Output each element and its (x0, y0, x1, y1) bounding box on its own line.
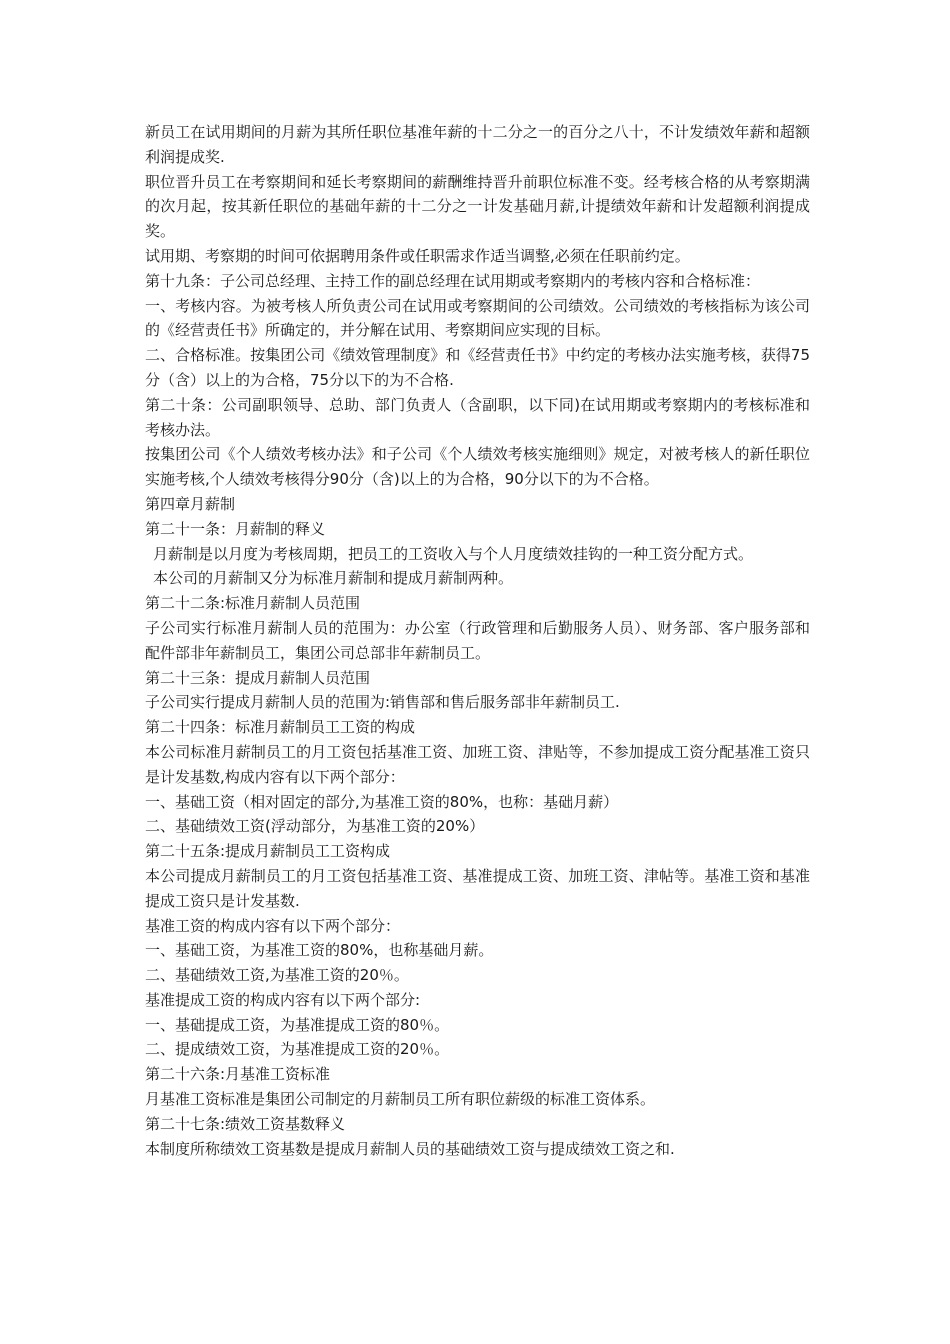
paragraph: 试用期、考察期的时间可依据聘用条件或任职需求作适当调整,必须在任职前约定。 (145, 246, 690, 265)
paragraph: 第二十一条：月薪制的释义 (145, 519, 326, 538)
paragraph: 本公司提成月薪制员工的月工资包括基准工资、基准提成工资、加班工资、津帖等。基准工资和基准提成工资只是计发基数. (145, 866, 810, 910)
paragraph: 第二十六条:月基准工资标准 (145, 1065, 331, 1084)
paragraph: 本公司的月薪制又分为标准月薪制和提成月薪制两种。 (153, 569, 514, 588)
paragraph: 第二十三条：提成月薪制人员范围 (145, 668, 371, 687)
paragraph: 二、基础绩效工资(浮动部分，为基准工资的20%） (145, 817, 485, 836)
paragraph: 第二十条：公司副职领导、总助、部门负责人（含副职，以下同)在试用期或考察期内的考核标准和考核办法。 (145, 395, 810, 439)
paragraph: 二、基础绩效工资,为基准工资的20％。 (145, 966, 409, 985)
paragraph: 一、基础提成工资，为基准提成工资的80％。 (145, 1015, 450, 1034)
paragraph: 一、基础工资，为基准工资的80%，也称基础月薪。 (145, 941, 494, 960)
paragraph: 子公司实行标准月薪制人员的范围为：办公室（行政管理和后勤服务人员）、财务部、客户服务部和配件部非年薪制员工，集团公司总部非年薪制员工。 (145, 618, 810, 662)
paragraph: 第十九条：子公司总经理、主持工作的副总经理在试用期或考察期内的考核内容和合格标准： (145, 271, 761, 290)
paragraph: 基准工资的构成内容有以下两个部分： (145, 916, 401, 935)
paragraph: 新员工在试用期间的月薪为其所任职位基准年薪的十二分之一的百分之八十，不计发绩效年薪和超额利润提成奖. (145, 123, 810, 166)
paragraph: 基准提成工资的构成内容有以下两个部分: (145, 990, 421, 1009)
paragraph: 月薪制是以月度为考核周期，把员工的工资收入与个人月度绩效挂钩的一种工资分配方式。 (153, 544, 754, 563)
paragraph: 本公司标准月薪制员工的月工资包括基准工资、加班工资、津贴等，不参加提成工资分配基准工资只是计发基数,构成内容有以下两个部分： (145, 742, 810, 786)
paragraph: 第二十四条：标准月薪制员工工资的构成 (145, 718, 416, 737)
paragraph: 第二十七条:绩效工资基数释义 (145, 1114, 346, 1133)
paragraph: 子公司实行提成月薪制人员的范围为:销售部和售后服务部非年薪制员工. (145, 693, 620, 712)
paragraph: 一、基础工资（相对固定的部分,为基准工资的80%，也称：基础月薪） (145, 792, 619, 811)
paragraph: 本制度所称绩效工资基数是提成月薪制人员的基础绩效工资与提成绩效工资之和. (145, 1139, 675, 1158)
paragraph: 第二十二条:标准月薪制人员范围 (145, 594, 361, 613)
document-body (145, 120, 810, 1161)
paragraph: 第四章月薪制 (145, 494, 236, 513)
paragraph: 二、合格标准。按集团公司《绩效管理制度》和《经营责任书》中约定的考核办法实施考核，获得75分（含）以上的为合格，75分以下的为不合格. (145, 346, 810, 389)
paragraph: 按集团公司《个人绩效考核办法》和子公司《个人绩效考核实施细则》规定，对被考核人的新任职位实施考核,个人绩效考核得分90分（含)以上的为合格，90分以下的为不合格。 (145, 445, 810, 489)
paragraph: 职位晋升员工在考察期间和延长考察期间的薪酬维持晋升前职位标准不变。经考核合格的从考察期满的次月起，按其新任职位的基础年薪的十二分之一计发基础月薪,计提绩效年薪和计发超额利润提成奖。 (145, 172, 810, 241)
paragraph: 第二十五条:提成月薪制员工工资构成 (145, 842, 391, 861)
paragraph: 一、考核内容。为被考核人所负责公司在试用或考察期间的公司绩效。公司绩效的考核指标为该公司的《经营责任书》所确定的，并分解在试用、考察期间应实现的目标。 (145, 296, 810, 340)
paragraph: 二、提成绩效工资，为基准提成工资的20％。 (145, 1040, 450, 1059)
paragraph: 月基准工资标准是集团公司制定的月薪制员工所有职位薪级的标准工资体系。 (145, 1090, 656, 1109)
